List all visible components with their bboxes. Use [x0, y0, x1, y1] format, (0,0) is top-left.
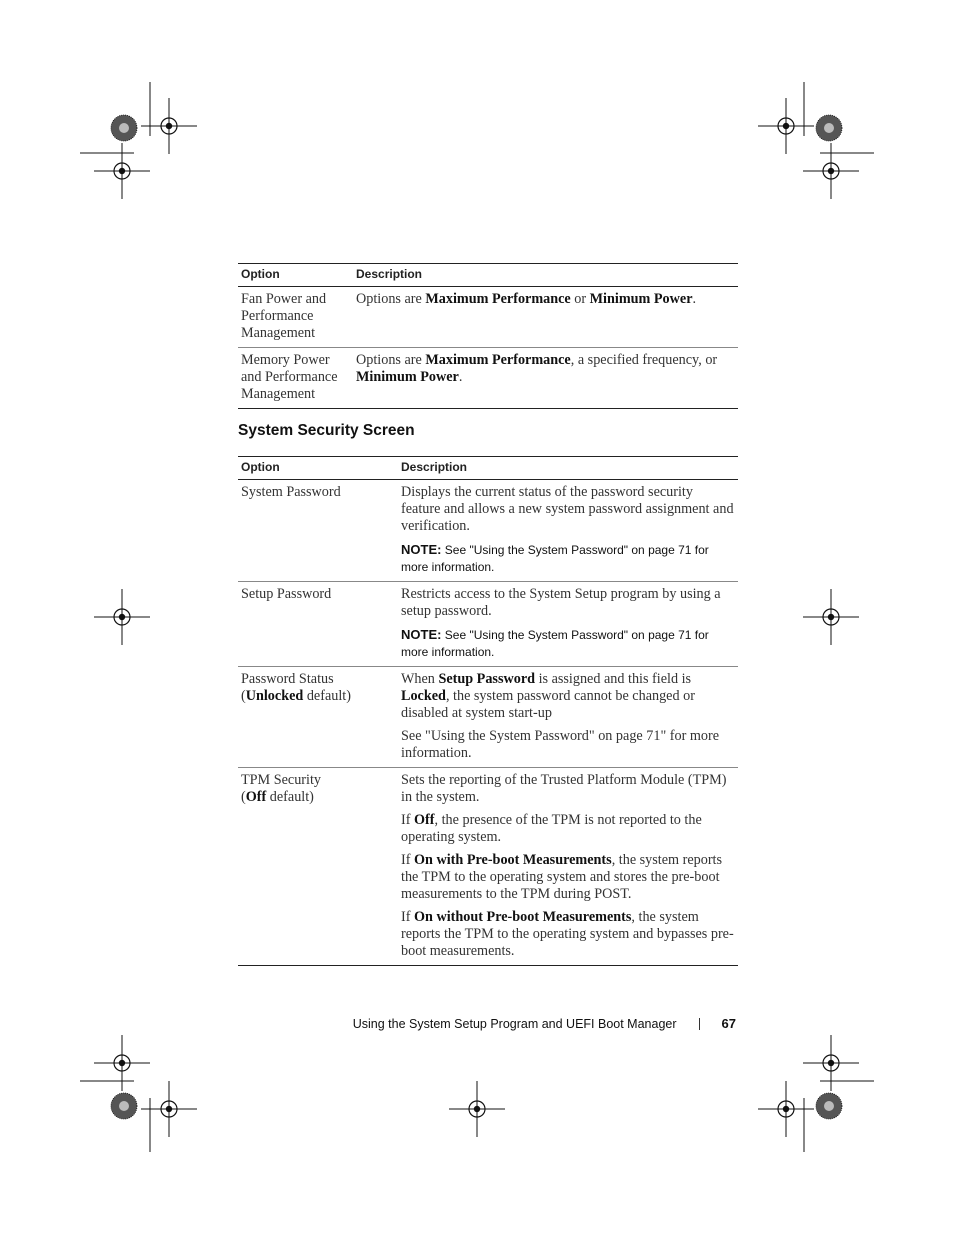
table-row — [238, 768, 738, 966]
section-title: System Security Screen — [238, 422, 415, 439]
paragraph: Displays the current status of the password security feature and allows a new system password assignment and verification. — [401, 484, 734, 534]
table-row — [238, 480, 738, 582]
note-label: NOTE: — [401, 627, 442, 642]
description-cell — [398, 768, 738, 966]
table-row — [238, 582, 738, 667]
paragraph: Sets the reporting of the Trusted Platform Module (TPM) in the system. — [401, 772, 727, 805]
column-header-option: Option — [238, 457, 398, 480]
column-header-description: Description — [353, 264, 738, 287]
description-cell — [353, 287, 738, 348]
bold-term: Maximum Performance — [425, 352, 571, 368]
note-text: See "Using the System Password" on page 71 for more information. — [401, 628, 709, 659]
table-row — [238, 667, 738, 768]
page-footer — [300, 1016, 736, 1031]
option-line: TPM Security — [241, 772, 321, 788]
option-cell: Memory Power and Performance Management — [241, 352, 338, 402]
paragraph: If Off, the presence of the TPM is not reported to the operating system. — [401, 812, 702, 845]
description-cell — [398, 667, 738, 768]
note — [401, 541, 735, 576]
footer-separator — [699, 1018, 700, 1030]
table-header-row — [238, 457, 738, 480]
bold-term: Minimum Power — [589, 291, 693, 307]
table-header-row — [238, 264, 738, 287]
option-cell — [238, 667, 398, 768]
bold-term: Off — [245, 789, 267, 805]
bold-term: Locked — [401, 688, 446, 704]
option-cell: Fan Power and Performance Management — [241, 291, 327, 341]
power-options-table — [238, 263, 738, 409]
column-header-option: Option — [238, 264, 353, 287]
system-security-body — [238, 480, 738, 966]
page-number: 67 — [721, 1016, 736, 1031]
bold-term: Unlocked — [245, 688, 304, 704]
option-line: Setup Password — [241, 586, 332, 602]
paragraph: See "Using the System Password" on page 71" for more information. — [401, 728, 720, 761]
paragraph: When Setup Password is assigned and this field is Locked, the system password cannot be changed or disabled at system start-up — [401, 671, 695, 721]
bold-term: Maximum Performance — [425, 291, 571, 307]
option-line: (Off default) — [241, 789, 314, 805]
option-line: System Password — [241, 484, 341, 500]
option-cell — [238, 582, 398, 667]
column-header-description: Description — [398, 457, 738, 480]
option-line: Password Status — [241, 671, 334, 687]
note-text: See "Using the System Password" on page 71 for more information. — [401, 543, 709, 574]
description-cell — [398, 582, 738, 667]
bold-term: Minimum Power — [356, 369, 459, 385]
option-cell — [238, 768, 398, 966]
paragraph: If On without Pre-boot Measurements, the system reports the TPM to the operating system and bypasses pre-boot measurements. — [401, 909, 734, 959]
option-line: (Unlocked default) — [241, 688, 351, 704]
paragraph: Options are Maximum Performance or Minimum Power. — [356, 291, 697, 307]
paragraph: If On with Pre-boot Measurements, the system reports the TPM to the operating system and stores the pre-boot measurements to the TPM during POST. — [401, 852, 723, 902]
footer-chapter-title: Using the System Setup Program and UEFI Boot Manager — [352, 1017, 677, 1031]
bold-term: Off — [414, 812, 435, 828]
description-cell — [398, 480, 738, 582]
table-row — [238, 287, 738, 348]
description-cell — [353, 348, 738, 409]
system-security-table — [238, 456, 738, 966]
bold-term: On without Pre-boot Measurements — [414, 909, 632, 925]
table-row — [238, 348, 738, 409]
paragraph: Restricts access to the System Setup program by using a setup password. — [401, 586, 721, 619]
bold-term: On with Pre-boot Measurements — [414, 852, 612, 868]
bold-term: Setup Password — [438, 671, 536, 687]
option-cell — [238, 480, 398, 582]
paragraph: Options are Maximum Performance, a specified frequency, or Minimum Power. — [356, 352, 718, 385]
power-options-body — [238, 287, 738, 409]
note — [401, 626, 735, 661]
page-content — [238, 263, 738, 966]
note-label: NOTE: — [401, 542, 442, 557]
